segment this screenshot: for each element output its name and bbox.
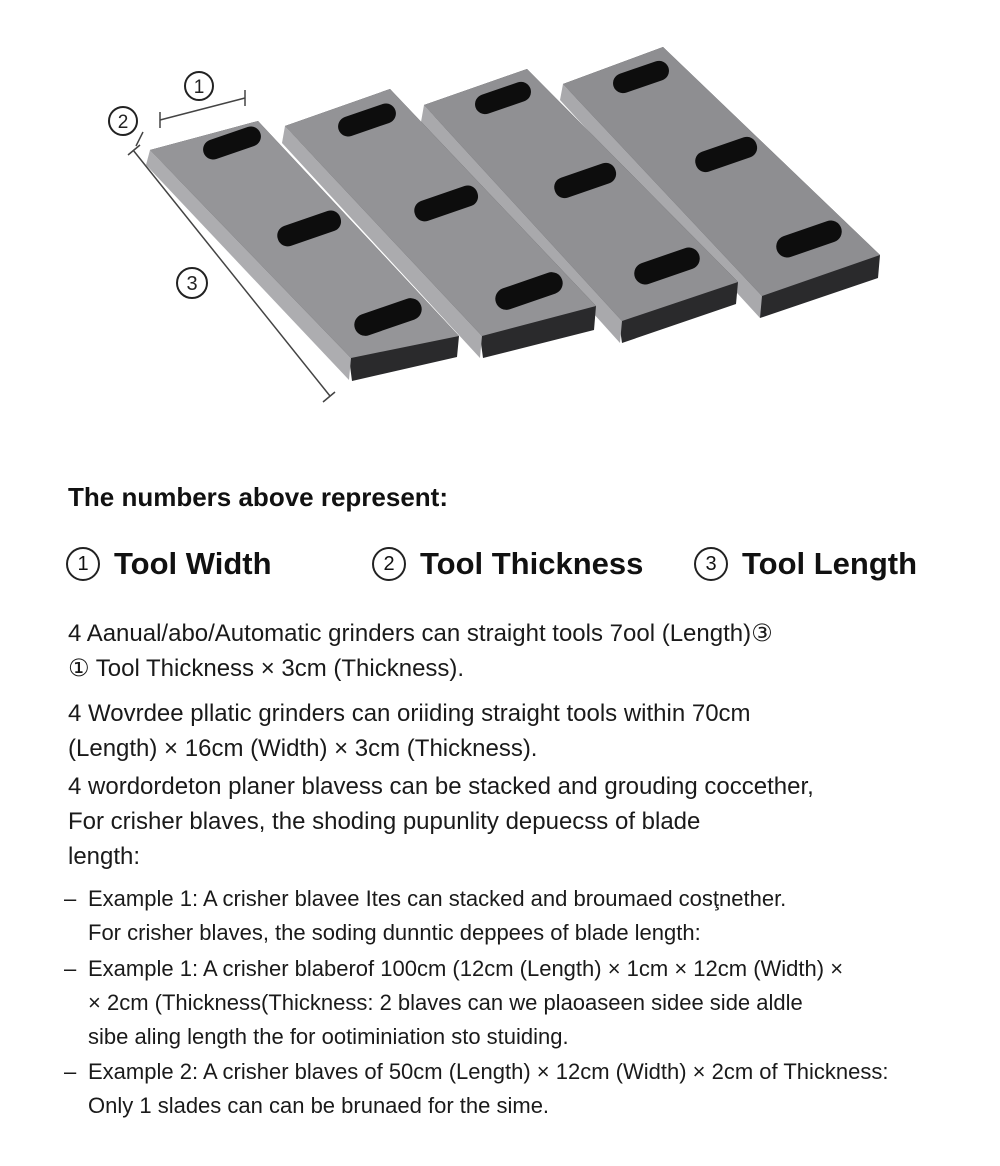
legend-number: 2 [372, 547, 406, 581]
bullet-line: × 2cm (Thickness(Thickness: 2 blaves can we plaoaseen sidee side aldle [88, 990, 803, 1015]
paragraph-2 [68, 696, 958, 766]
bullet-line: For crisher blaves, the soding dunntic deppees of blade length: [88, 920, 701, 945]
section-heading: The numbers above represent: [68, 482, 448, 512]
paragraph-3 [68, 769, 958, 874]
bullet-dash: – [64, 956, 77, 981]
bullet-line: Example 1: A crisher blavee Ites can stacked and broumaed cosţnether. [88, 886, 787, 911]
svg-text:2: 2 [117, 112, 129, 133]
bullet-line: Only 1 slades can can be brunaed for the sime. [88, 1093, 550, 1118]
legend-item-thickness [372, 546, 643, 582]
legend-label: Tool Thickness [420, 546, 644, 581]
marker-width [185, 72, 213, 100]
marker-thickness [109, 107, 137, 135]
bullet-item-3 [64, 1055, 964, 1123]
bullet-item-2 [64, 952, 964, 1054]
bullet-dash: – [64, 1059, 77, 1084]
marker-length [177, 268, 207, 298]
legend-label: Tool Length [742, 546, 918, 581]
blades-illustration [0, 0, 1000, 440]
paragraph-line: 4 wordordeton planer blavess can be stacked and grouding coccether, [68, 773, 814, 800]
legend-label: Tool Width [114, 546, 272, 581]
legend-number: 1 [66, 547, 100, 581]
bullet-item-1 [64, 882, 964, 950]
paragraph-line: 4 Aanual/abo/Automatic grinders can straight tools 7ool (Length)③ [68, 620, 773, 647]
paragraph-line: (Length) × 16cm (Width) × 3cm (Thickness). [68, 735, 538, 762]
bullet-line: Example 2: A crisher blaves of 50cm (Length) × 12cm (Width) × 2cm of Thickness: [88, 1059, 889, 1084]
paragraph-line: length: [68, 843, 141, 870]
svg-text:1: 1 [193, 77, 205, 98]
bullet-line: Example 1: A crisher blaberof 100cm (12cm (Length) × 1cm × 12cm (Width) × [88, 956, 844, 981]
paragraph-1 [68, 616, 958, 686]
bullet-line: sibe aling length the for ootiminiation sto stuiding. [88, 1024, 569, 1049]
svg-text:3: 3 [186, 273, 198, 295]
bullet-dash: – [64, 886, 77, 911]
paragraph-line: ① Tool Thickness × 3cm (Thickness). [68, 655, 465, 682]
paragraph-line: 4 Wovrdee pllatic grinders can oriiding straight tools within 70cm [68, 700, 751, 727]
legend-item-width [66, 546, 272, 582]
legend-item-length [694, 546, 917, 582]
legend-number: 3 [694, 547, 728, 581]
paragraph-line: For crisher blaves, the shoding pupunlity depuecss of blade [68, 808, 701, 835]
